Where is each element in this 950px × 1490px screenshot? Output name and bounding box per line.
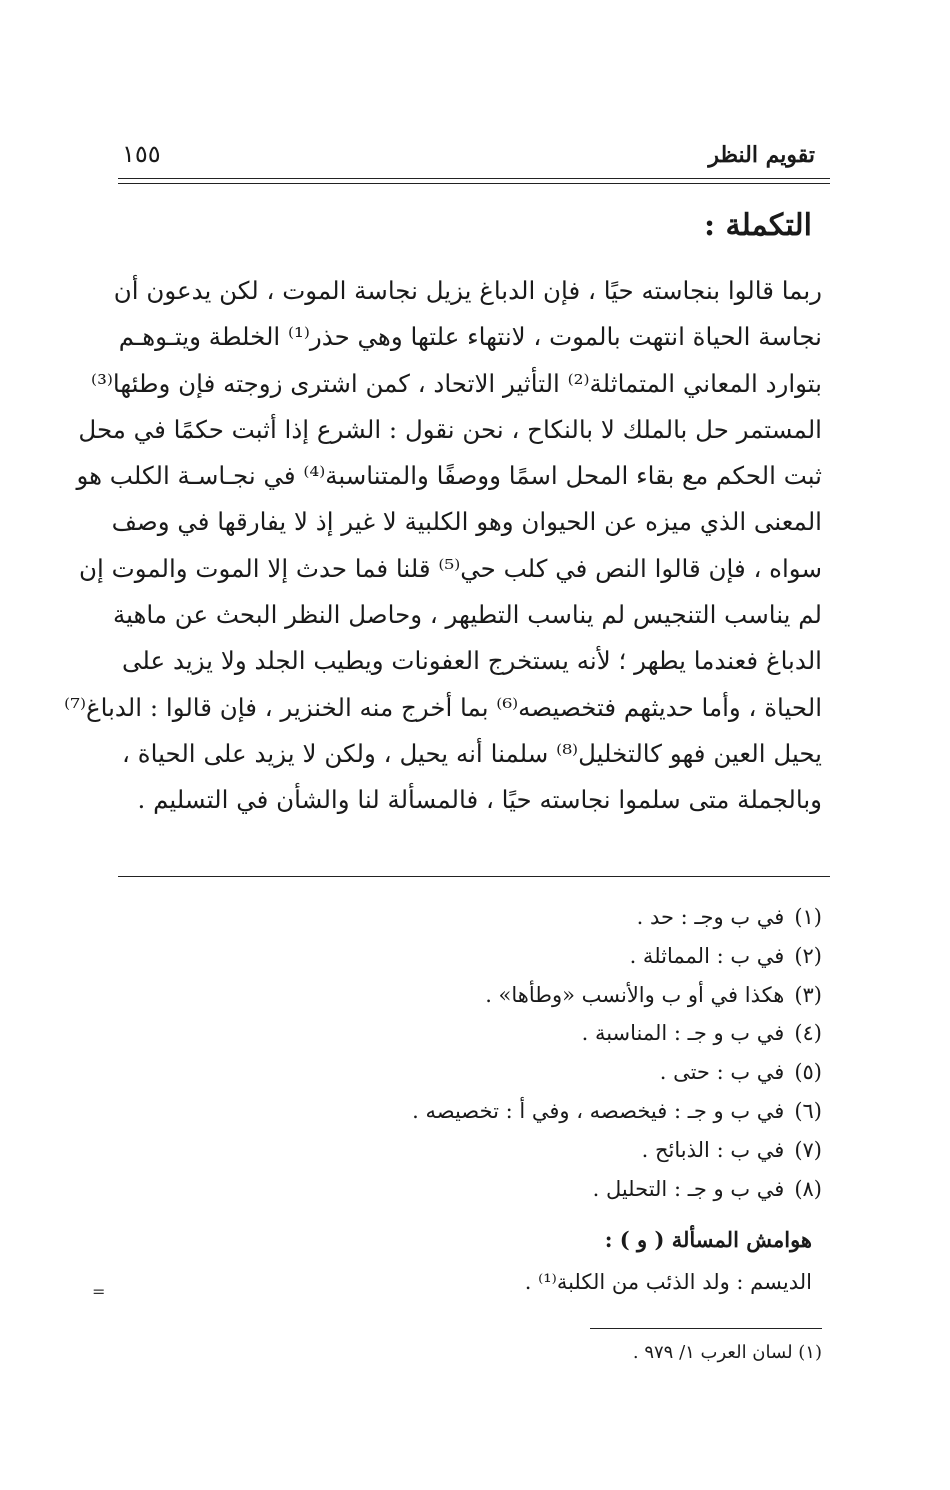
footnote-number: (١) (794, 905, 822, 929)
body-line: سواه ، فإن قالوا النص في كلب حي⁽⁵⁾ قلنا فما حدث إلا الموت والموت إن (79, 553, 822, 583)
footnote-item (122, 1014, 822, 1053)
subsection-entry: الديسم : ولد الذئب من الكلبة⁽¹⁾ . (524, 1270, 812, 1294)
body-line: بتوارد المعاني المتماثلة⁽²⁾ التأثير الاتحاد ، كمن اشترى زوجته فإن وطئها⁽³⁾ (91, 368, 822, 398)
body-line: المعنى الذي ميزه عن الحيوان وهو الكلبية لا غير إذ لا يفارقها في وصف (111, 507, 822, 537)
footnote-item (122, 937, 822, 976)
footnote-text: في ب و جـ : المناسبة . (581, 1021, 785, 1046)
running-title: تقويم النظر (708, 142, 815, 168)
footnote-item (122, 1170, 822, 1209)
subsection-heading: هوامش المسألة ( و ) : (604, 1227, 812, 1252)
header-rule-lower (118, 183, 830, 184)
footnote-text: في ب : حتى . (659, 1060, 785, 1085)
body-line: المستمر حل بالملك لا بالنكاح ، نحن نقول : الشرع إذا أثبت حكمًا في محل (78, 414, 822, 444)
page-number: ١٥٥ (122, 140, 161, 168)
subsection-footnote: (١) لسان العرب ١/ ٩٧٩ . (632, 1342, 822, 1363)
footnote-item (122, 1053, 822, 1092)
footnote-number: (٢) (794, 943, 822, 968)
body-line: ثبت الحكم مع بقاء المحل اسمًا ووصفًا والمتناسبة⁽⁴⁾ في نجـاسـة الكلب هو (76, 461, 822, 491)
footnote-item (122, 1131, 822, 1170)
footnote-item (122, 976, 822, 1015)
footnote-number: (٤) (794, 1021, 822, 1046)
footnote-number: (٥) (794, 1060, 822, 1085)
margin-mark: = (92, 1282, 106, 1301)
footnote-separator (118, 876, 830, 877)
footnote-text: في ب و جـ : فيخصصه ، وفي أ : تخصيصه . (412, 1098, 785, 1123)
footnote-text: في ب : الذبائح . (641, 1137, 785, 1162)
footnote-text: هكذا في أو ب والأنسب «وطأها» . (485, 982, 785, 1007)
body-line: وبالجملة متى سلموا نجاسته حيًا ، فالمسألة لنا والشأن في التسليم . (137, 785, 822, 815)
body-text (64, 268, 822, 824)
body-line: الحياة ، وأما حديثهم فتخصيصه⁽⁶⁾ بما أخرج منه الخنزير ، فإن قالوا : الدباغ⁽⁷⁾ (64, 692, 822, 722)
body-line: لم يناسب التنجيس لم يناسب التطيهر ، وحاصل النظر البحث عن ماهية (112, 600, 822, 630)
footnote-number: (٨) (794, 1176, 822, 1201)
footnote-number: (٣) (794, 982, 822, 1007)
footnote-number: (٦) (794, 1098, 822, 1123)
body-line: الدباغ فعندما يطهر ؛ لأنه يستخرج العفونات ويطيب الجلد ولا يزيد على (122, 646, 822, 676)
section-heading: التكملة : (704, 208, 812, 243)
header-rule-upper (118, 178, 830, 179)
subsection-footnote-separator (590, 1328, 822, 1329)
footnotes (122, 898, 822, 1208)
footnote-item (122, 1092, 822, 1131)
body-line: نجاسة الحياة انتهت بالموت ، لانتهاء علتها وهي حذر⁽¹⁾ الخلطة ويتـوهـم (118, 322, 822, 352)
footnote-text: في ب : المماثلة . (629, 943, 785, 968)
body-line: يحيل العين فهو كالتخليل⁽⁸⁾ سلمنا أنه يحيل ، ولكن لا يزيد على الحياة ، (122, 738, 822, 768)
footnote-number: (٧) (794, 1137, 822, 1162)
footnote-text: في ب وجـ : حد . (636, 905, 785, 929)
footnote-item (122, 898, 822, 937)
footnote-text: في ب و جـ : التحليل . (592, 1176, 785, 1201)
body-line: ربما قالوا بنجاسته حيًا ، فإن الدباغ يزيل نجاسة الموت ، لكن يدعون أن (113, 276, 822, 305)
